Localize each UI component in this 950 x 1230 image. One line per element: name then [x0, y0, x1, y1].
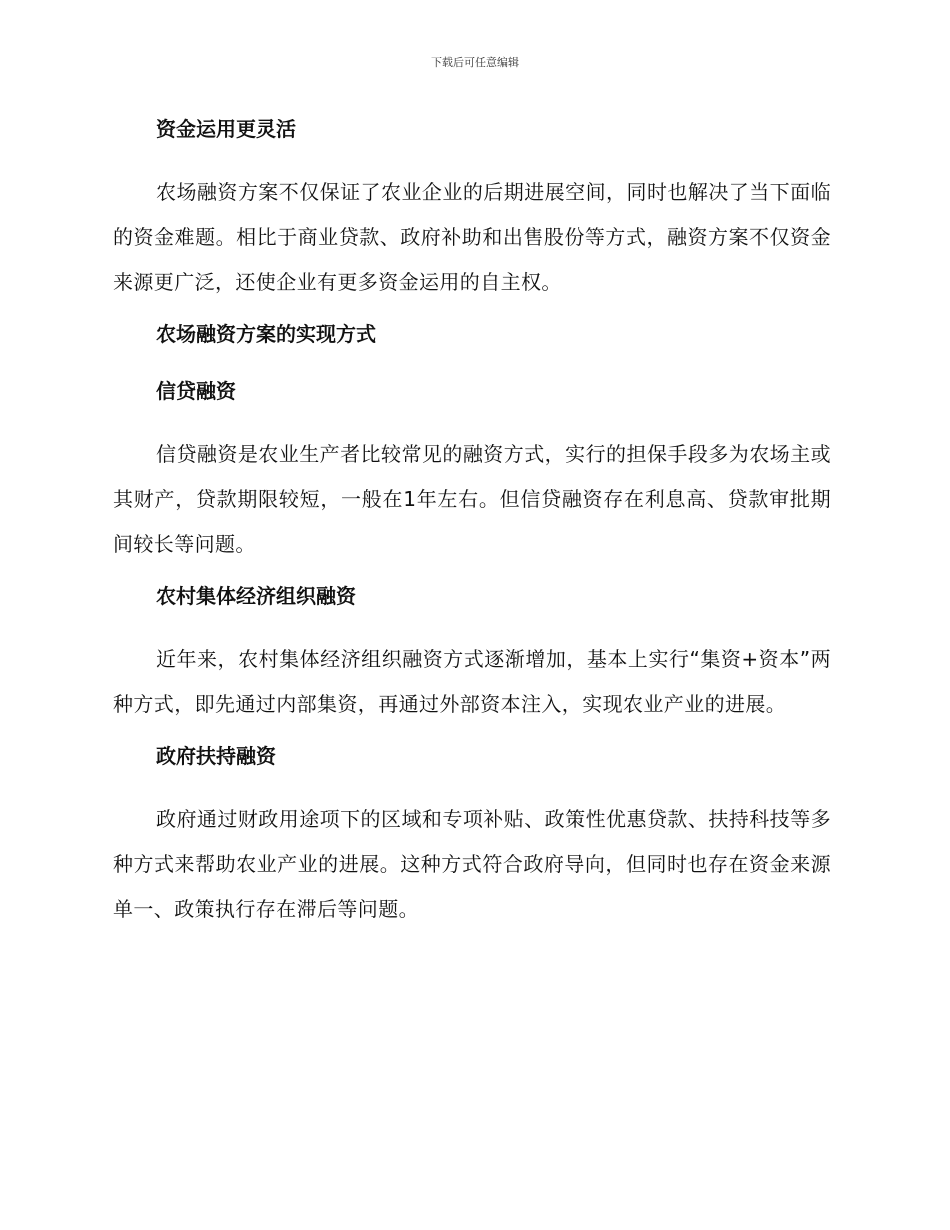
- section-heading: 农场融资方案的实现方式: [156, 322, 376, 346]
- section-paragraph: 农场融资方案不仅保证了农业企业的后期进展空间，同时也解决了当下面临的资金难题。相比于商业贷款、政府补助和出售股份等方式，融资方案不仅资金来源更广泛，还使企业有更多资金运用的自主权。: [113, 180, 831, 294]
- section-heading: 信贷融资: [156, 379, 236, 403]
- document-body: [113, 113, 831, 945]
- section-heading: 政府扶持融资: [156, 744, 276, 768]
- section-paragraph: 信贷融资是农业生产者比较常见的融资方式，实行的担保手段多为农场主或其财产，贷款期限较短，一般在1年左右。但信贷融资存在利息高、贷款审批期间较长等问题。: [113, 442, 831, 556]
- section-heading: 农村集体经济组织融资: [156, 584, 356, 608]
- page-header-note: 下载后可任意编辑: [431, 56, 519, 69]
- section-paragraph: 近年来，农村集体经济组织融资方式逐渐增加，基本上实行“集资+资本”两种方式，即先通过内部集资，再通过外部资本注入，实现农业产业的进展。: [113, 647, 831, 716]
- section-heading: 资金运用更灵活: [156, 117, 296, 141]
- section-paragraph: 政府通过财政用途项下的区域和专项补贴、政策性优惠贷款、扶持科技等多种方式来帮助农业产业的进展。这种方式符合政府导向，但同时也存在资金来源单一、政策执行存在滞后等问题。: [113, 807, 831, 921]
